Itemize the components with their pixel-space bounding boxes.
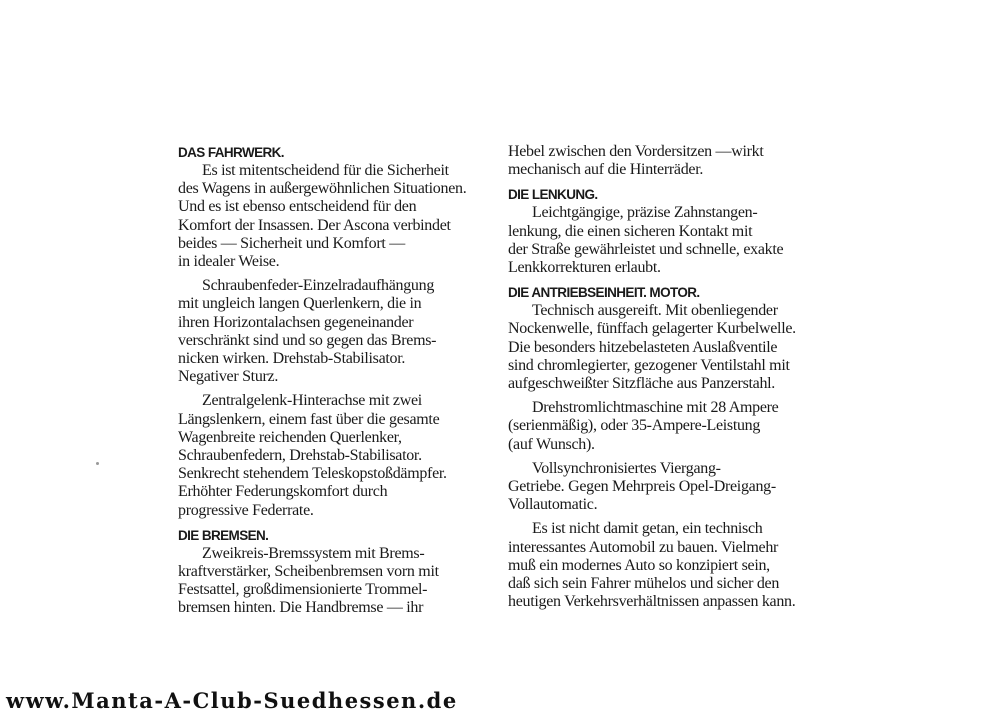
heading-bremsen: DIE BREMSEN. — [178, 527, 269, 543]
paragraph-fahrwerk-2: Schraubenfeder-Einzelradaufhängung mit ungleich langen Querlenkern, die in ihren Horizontalachsen gegeneinander verschränkt sind und so gegen das Brems- nicken wirken. Drehstab-Stabilisator. Negativer Sturz. — [178, 277, 437, 386]
heading-lenkung: DIE LENKUNG. — [508, 187, 598, 203]
paragraph-continuation: Hebel zwischen den Vordersitzen —wirkt mechanisch auf die Hinterräder. — [508, 143, 764, 179]
website-watermark: www.Manta-A-Club-Suedhessen.de — [6, 688, 458, 713]
paragraph-motor-1: Technisch ausgereift. Mit obenliegender Nockenwelle, fünffach gelagerter Kurbelwelle. Die besonders hitzebelasteten Auslaßventile sind chromlegierter, gezogener Ventilstahl mit aufgeschweißter Sitzfläche aus Panzerstahl. — [508, 302, 796, 393]
paragraph-motor-3: Vollsynchronisiertes Viergang- Getriebe. Gegen Mehrpreis Opel-Dreigang- Vollautomatic. — [508, 459, 776, 514]
heading-motor: DIE ANTRIEBSEINHEIT. MOTOR. — [508, 285, 700, 301]
paragraph-bremsen-1: Zweikreis-Bremssystem mit Brems- kraftverstärker, Scheibenbremsen vorn mit Festsattel, großdimensionierte Trommel- bremsen hinten. Die Handbremse — ihr — [178, 544, 439, 617]
heading-fahrwerk: DAS FAHRWERK. — [178, 145, 284, 160]
paragraph-fahrwerk-3: Zentralgelenk-Hinterachse mit zwei Längslenkern, einem fast über die gesamte Wagenbreite reichenden Querlenker, Schraubenfedern, Drehstab-Stabilisator. Senkrecht stehendem Teleskopstoßdämpfer. Erhöhter Federungskomfort durch progressive Federrate. — [178, 392, 447, 519]
right-column — [508, 143, 826, 617]
paragraph-lenkung-1: Leichtgängige, präzise Zahnstangen- lenkung, die einen sicheren Kontakt mit der Straße gewährleistet und schnelle, exakte Lenkkorrekturen erlaubt. — [508, 204, 784, 277]
scan-speck — [96, 462, 99, 465]
paragraph-motor-4: Es ist nicht damit getan, ein technisch interessantes Automobil zu bauen. Vielmehr muß ein modernes Auto so konzipiert sein, daß sich sein Fahrer mühelos und sicher den heutigen Verkehrsverhältnissen anpassen kann. — [508, 520, 796, 611]
paragraph-fahrwerk-1: Es ist mitentscheidend für die Sicherheit des Wagens in außergewöhnlichen Situationen. Und es ist ebenso entscheidend für den Komfort der Insassen. Der Ascona verbindet beides — Sicherheit und Komfort — in idealer Weise. — [178, 162, 467, 271]
paragraph-motor-2: Drehstromlichtmaschine mit 28 Ampere (serienmäßig), oder 35-Ampere-Leistung (auf Wunsch). — [508, 399, 779, 453]
left-column — [178, 143, 488, 624]
